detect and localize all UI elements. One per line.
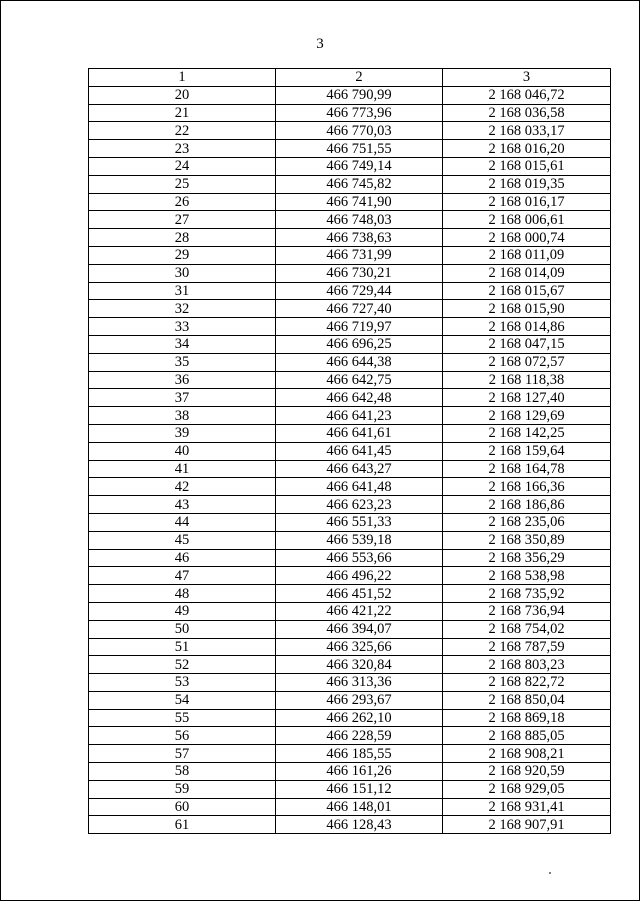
y-coordinate-cell: 2 168 850,04 [443, 691, 611, 709]
point-number-cell: 30 [89, 264, 276, 282]
x-coordinate-cell: 466 731,99 [276, 246, 443, 264]
table-row [89, 282, 611, 300]
y-coordinate-cell: 2 168 235,06 [443, 513, 611, 531]
table-row [89, 246, 611, 264]
x-coordinate-cell: 466 551,33 [276, 513, 443, 531]
point-number-cell: 41 [89, 460, 276, 478]
x-coordinate-cell: 466 185,55 [276, 745, 443, 763]
table-row [89, 86, 611, 104]
point-number-cell: 42 [89, 478, 276, 496]
x-coordinate-cell: 466 749,14 [276, 157, 443, 175]
point-number-cell: 48 [89, 585, 276, 603]
table-row [89, 638, 611, 656]
point-number-cell: 55 [89, 709, 276, 727]
x-coordinate-cell: 466 313,36 [276, 674, 443, 692]
x-coordinate-cell: 466 643,27 [276, 460, 443, 478]
x-coordinate-cell: 466 751,55 [276, 140, 443, 158]
y-coordinate-cell: 2 168 736,94 [443, 602, 611, 620]
y-coordinate-cell: 2 168 142,25 [443, 424, 611, 442]
y-coordinate-cell: 2 168 046,72 [443, 86, 611, 104]
y-coordinate-cell: 2 168 015,67 [443, 282, 611, 300]
point-number-cell: 26 [89, 193, 276, 211]
x-coordinate-cell: 466 696,25 [276, 335, 443, 353]
point-number-cell: 52 [89, 656, 276, 674]
point-number-cell: 60 [89, 798, 276, 816]
table-row [89, 549, 611, 567]
x-coordinate-cell: 466 641,48 [276, 478, 443, 496]
y-coordinate-cell: 2 168 129,69 [443, 407, 611, 425]
y-coordinate-cell: 2 168 350,89 [443, 531, 611, 549]
point-number-cell: 27 [89, 211, 276, 229]
table-row [89, 709, 611, 727]
x-coordinate-cell: 466 161,26 [276, 763, 443, 781]
point-number-cell: 22 [89, 122, 276, 140]
table-row [89, 140, 611, 158]
point-number-cell: 51 [89, 638, 276, 656]
y-coordinate-cell: 2 168 006,61 [443, 211, 611, 229]
x-coordinate-cell: 466 770,03 [276, 122, 443, 140]
y-coordinate-cell: 2 168 538,98 [443, 567, 611, 585]
x-coordinate-cell: 466 623,23 [276, 496, 443, 514]
point-number-cell: 49 [89, 602, 276, 620]
y-coordinate-cell: 2 168 931,41 [443, 798, 611, 816]
point-number-cell: 29 [89, 246, 276, 264]
y-coordinate-cell: 2 168 127,40 [443, 389, 611, 407]
table-row [89, 727, 611, 745]
table-row [89, 798, 611, 816]
x-coordinate-cell: 466 451,52 [276, 585, 443, 603]
y-coordinate-cell: 2 168 166,36 [443, 478, 611, 496]
point-number-cell: 57 [89, 745, 276, 763]
x-coordinate-cell: 466 228,59 [276, 727, 443, 745]
y-coordinate-cell: 2 168 164,78 [443, 460, 611, 478]
y-coordinate-cell: 2 168 920,59 [443, 763, 611, 781]
y-coordinate-cell: 2 168 014,09 [443, 264, 611, 282]
y-coordinate-cell: 2 168 822,72 [443, 674, 611, 692]
table-row [89, 122, 611, 140]
table-body [89, 86, 611, 833]
x-coordinate-cell: 466 773,96 [276, 104, 443, 122]
y-coordinate-cell: 2 168 885,05 [443, 727, 611, 745]
point-number-cell: 32 [89, 300, 276, 318]
table-row [89, 300, 611, 318]
x-coordinate-cell: 466 148,01 [276, 798, 443, 816]
point-number-cell: 33 [89, 318, 276, 336]
y-coordinate-cell: 2 168 118,38 [443, 371, 611, 389]
table-row [89, 780, 611, 798]
y-coordinate-cell: 2 168 014,86 [443, 318, 611, 336]
page-number: 3 [316, 36, 324, 52]
point-number-cell: 28 [89, 229, 276, 247]
table-row [89, 442, 611, 460]
point-number-cell: 50 [89, 620, 276, 638]
point-number-cell: 34 [89, 335, 276, 353]
x-coordinate-cell: 466 394,07 [276, 620, 443, 638]
y-coordinate-cell: 2 168 908,21 [443, 745, 611, 763]
x-coordinate-cell: 466 641,23 [276, 407, 443, 425]
table-row [89, 478, 611, 496]
point-number-cell: 45 [89, 531, 276, 549]
table-row [89, 691, 611, 709]
table-row [89, 567, 611, 585]
x-coordinate-cell: 466 128,43 [276, 816, 443, 834]
table-row [89, 620, 611, 638]
y-coordinate-cell: 2 168 869,18 [443, 709, 611, 727]
x-coordinate-cell: 466 748,03 [276, 211, 443, 229]
point-number-cell: 44 [89, 513, 276, 531]
table-row [89, 496, 611, 514]
x-coordinate-cell: 466 496,22 [276, 567, 443, 585]
x-coordinate-cell: 466 644,38 [276, 353, 443, 371]
x-coordinate-cell: 466 539,18 [276, 531, 443, 549]
y-coordinate-cell: 2 168 036,58 [443, 104, 611, 122]
x-coordinate-cell: 466 151,12 [276, 780, 443, 798]
x-coordinate-cell: 466 642,48 [276, 389, 443, 407]
point-number-cell: 54 [89, 691, 276, 709]
table-row [89, 175, 611, 193]
table-header-row [89, 69, 611, 87]
x-coordinate-cell: 466 719,97 [276, 318, 443, 336]
x-coordinate-cell: 466 325,66 [276, 638, 443, 656]
x-coordinate-cell: 466 729,44 [276, 282, 443, 300]
table-row [89, 335, 611, 353]
x-coordinate-cell: 466 745,82 [276, 175, 443, 193]
x-coordinate-cell: 466 262,10 [276, 709, 443, 727]
x-coordinate-cell: 466 727,40 [276, 300, 443, 318]
point-number-cell: 38 [89, 407, 276, 425]
y-coordinate-cell: 2 168 011,09 [443, 246, 611, 264]
table-row [89, 513, 611, 531]
point-number-cell: 24 [89, 157, 276, 175]
table-row [89, 531, 611, 549]
point-number-cell: 20 [89, 86, 276, 104]
table-row [89, 424, 611, 442]
table-row [89, 211, 611, 229]
x-coordinate-cell: 466 741,90 [276, 193, 443, 211]
coordinates-table [88, 68, 611, 834]
point-number-cell: 25 [89, 175, 276, 193]
point-number-cell: 35 [89, 353, 276, 371]
point-number-cell: 58 [89, 763, 276, 781]
x-coordinate-cell: 466 738,63 [276, 229, 443, 247]
x-coordinate-cell: 466 641,61 [276, 424, 443, 442]
table-row [89, 816, 611, 834]
table-row [89, 763, 611, 781]
table-row [89, 389, 611, 407]
y-coordinate-cell: 2 168 159,64 [443, 442, 611, 460]
table-row [89, 318, 611, 336]
table-row [89, 104, 611, 122]
column-header-x: 2 [276, 69, 443, 87]
x-coordinate-cell: 466 320,84 [276, 656, 443, 674]
scan-speck [549, 872, 551, 874]
point-number-cell: 37 [89, 389, 276, 407]
y-coordinate-cell: 2 168 019,35 [443, 175, 611, 193]
point-number-cell: 59 [89, 780, 276, 798]
table-row [89, 602, 611, 620]
table-row [89, 264, 611, 282]
y-coordinate-cell: 2 168 072,57 [443, 353, 611, 371]
column-header-y: 3 [443, 69, 611, 87]
point-number-cell: 21 [89, 104, 276, 122]
x-coordinate-cell: 466 641,45 [276, 442, 443, 460]
point-number-cell: 61 [89, 816, 276, 834]
point-number-cell: 40 [89, 442, 276, 460]
y-coordinate-cell: 2 168 033,17 [443, 122, 611, 140]
table-row [89, 229, 611, 247]
point-number-cell: 31 [89, 282, 276, 300]
y-coordinate-cell: 2 168 016,20 [443, 140, 611, 158]
table-row [89, 407, 611, 425]
table-row [89, 585, 611, 603]
table-row [89, 656, 611, 674]
x-coordinate-cell: 466 421,22 [276, 602, 443, 620]
y-coordinate-cell: 2 168 929,05 [443, 780, 611, 798]
y-coordinate-cell: 2 168 787,59 [443, 638, 611, 656]
x-coordinate-cell: 466 293,67 [276, 691, 443, 709]
point-number-cell: 36 [89, 371, 276, 389]
y-coordinate-cell: 2 168 735,92 [443, 585, 611, 603]
y-coordinate-cell: 2 168 907,91 [443, 816, 611, 834]
y-coordinate-cell: 2 168 015,61 [443, 157, 611, 175]
x-coordinate-cell: 466 730,21 [276, 264, 443, 282]
point-number-cell: 53 [89, 674, 276, 692]
table-row [89, 745, 611, 763]
table-row [89, 157, 611, 175]
y-coordinate-cell: 2 168 803,23 [443, 656, 611, 674]
y-coordinate-cell: 2 168 754,02 [443, 620, 611, 638]
y-coordinate-cell: 2 168 015,90 [443, 300, 611, 318]
point-number-cell: 43 [89, 496, 276, 514]
x-coordinate-cell: 466 553,66 [276, 549, 443, 567]
y-coordinate-cell: 2 168 186,86 [443, 496, 611, 514]
table-row [89, 674, 611, 692]
point-number-cell: 47 [89, 567, 276, 585]
y-coordinate-cell: 2 168 356,29 [443, 549, 611, 567]
y-coordinate-cell: 2 168 047,15 [443, 335, 611, 353]
x-coordinate-cell: 466 790,99 [276, 86, 443, 104]
table-row [89, 371, 611, 389]
table-row [89, 193, 611, 211]
y-coordinate-cell: 2 168 016,17 [443, 193, 611, 211]
table-row [89, 353, 611, 371]
table-row [89, 460, 611, 478]
point-number-cell: 39 [89, 424, 276, 442]
point-number-cell: 46 [89, 549, 276, 567]
x-coordinate-cell: 466 642,75 [276, 371, 443, 389]
point-number-cell: 23 [89, 140, 276, 158]
point-number-cell: 56 [89, 727, 276, 745]
y-coordinate-cell: 2 168 000,74 [443, 229, 611, 247]
column-header-point-number: 1 [89, 69, 276, 87]
